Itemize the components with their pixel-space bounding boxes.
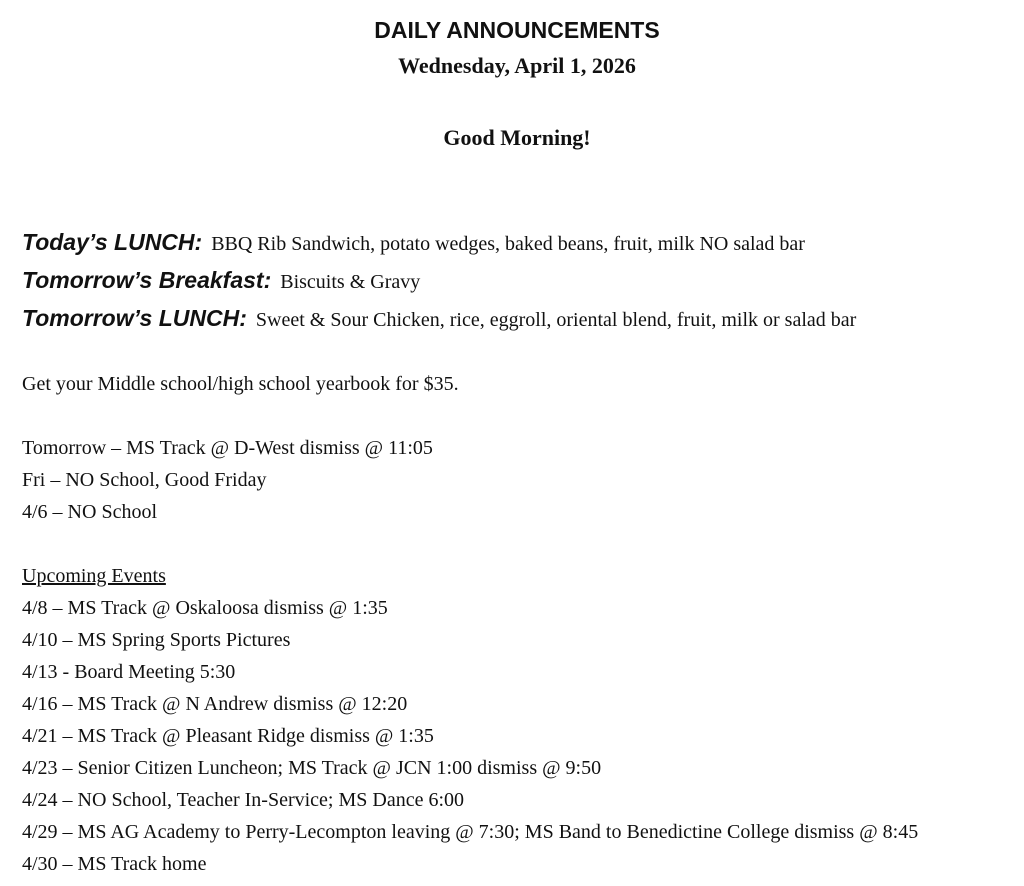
notice-item: Fri – NO School, Good Friday <box>22 469 267 491</box>
meal-text: BBQ Rib Sandwich, potato wedges, baked beans, fruit, milk NO salad bar <box>211 233 805 255</box>
meal-tomorrow-breakfast <box>22 262 1012 300</box>
event-item: 4/16 – MS Track @ N Andrew dismiss @ 12:20 <box>22 693 408 715</box>
yearbook-notice: Get your Middle school/high school yearbook for $35. <box>22 373 459 395</box>
event-item: 4/8 – MS Track @ Oskaloosa dismiss @ 1:35 <box>22 597 388 619</box>
upcoming-events-heading: Upcoming Events <box>22 565 166 587</box>
event-item: 4/24 – NO School, Teacher In-Service; MS Dance 6:00 <box>22 789 465 811</box>
notice-item: 4/6 – NO School <box>22 501 157 523</box>
event-item: 4/10 – MS Spring Sports Pictures <box>22 629 291 651</box>
announcement-date: Wednesday, April 1, 2026 <box>398 53 636 78</box>
meal-today-lunch <box>22 224 1012 262</box>
event-item: 4/23 – Senior Citizen Luncheon; MS Track @ JCN 1:00 dismiss @ 9:50 <box>22 757 602 779</box>
greeting: Good Morning! <box>443 125 591 150</box>
event-item: 4/21 – MS Track @ Pleasant Ridge dismiss @ 1:35 <box>22 725 434 747</box>
meal-tomorrow-lunch <box>22 300 1012 338</box>
event-item: 4/29 – MS AG Academy to Perry-Lecompton leaving @ 7:30; MS Band to Benedictine College dismiss @ 8:45 <box>22 821 919 843</box>
schedule-notices <box>22 432 1012 528</box>
event-item: 4/13 - Board Meeting 5:30 <box>22 661 236 683</box>
meal-label: Today’s LUNCH: <box>22 229 203 255</box>
meal-menu <box>22 224 1012 338</box>
announcements-document <box>22 14 1012 880</box>
meal-text: Sweet & Sour Chicken, rice, eggroll, oriental blend, fruit, milk or salad bar <box>255 309 857 331</box>
notice-item: Tomorrow – MS Track @ D-West dismiss @ 11:05 <box>22 437 433 459</box>
upcoming-events <box>22 560 1012 880</box>
page-title: DAILY ANNOUNCEMENTS <box>374 17 660 43</box>
event-item: 4/30 – MS Track home <box>22 853 207 875</box>
meal-label: Tomorrow’s Breakfast: <box>22 267 272 293</box>
meal-label: Tomorrow’s LUNCH: <box>22 305 247 331</box>
meal-text: Biscuits & Gravy <box>280 271 421 293</box>
